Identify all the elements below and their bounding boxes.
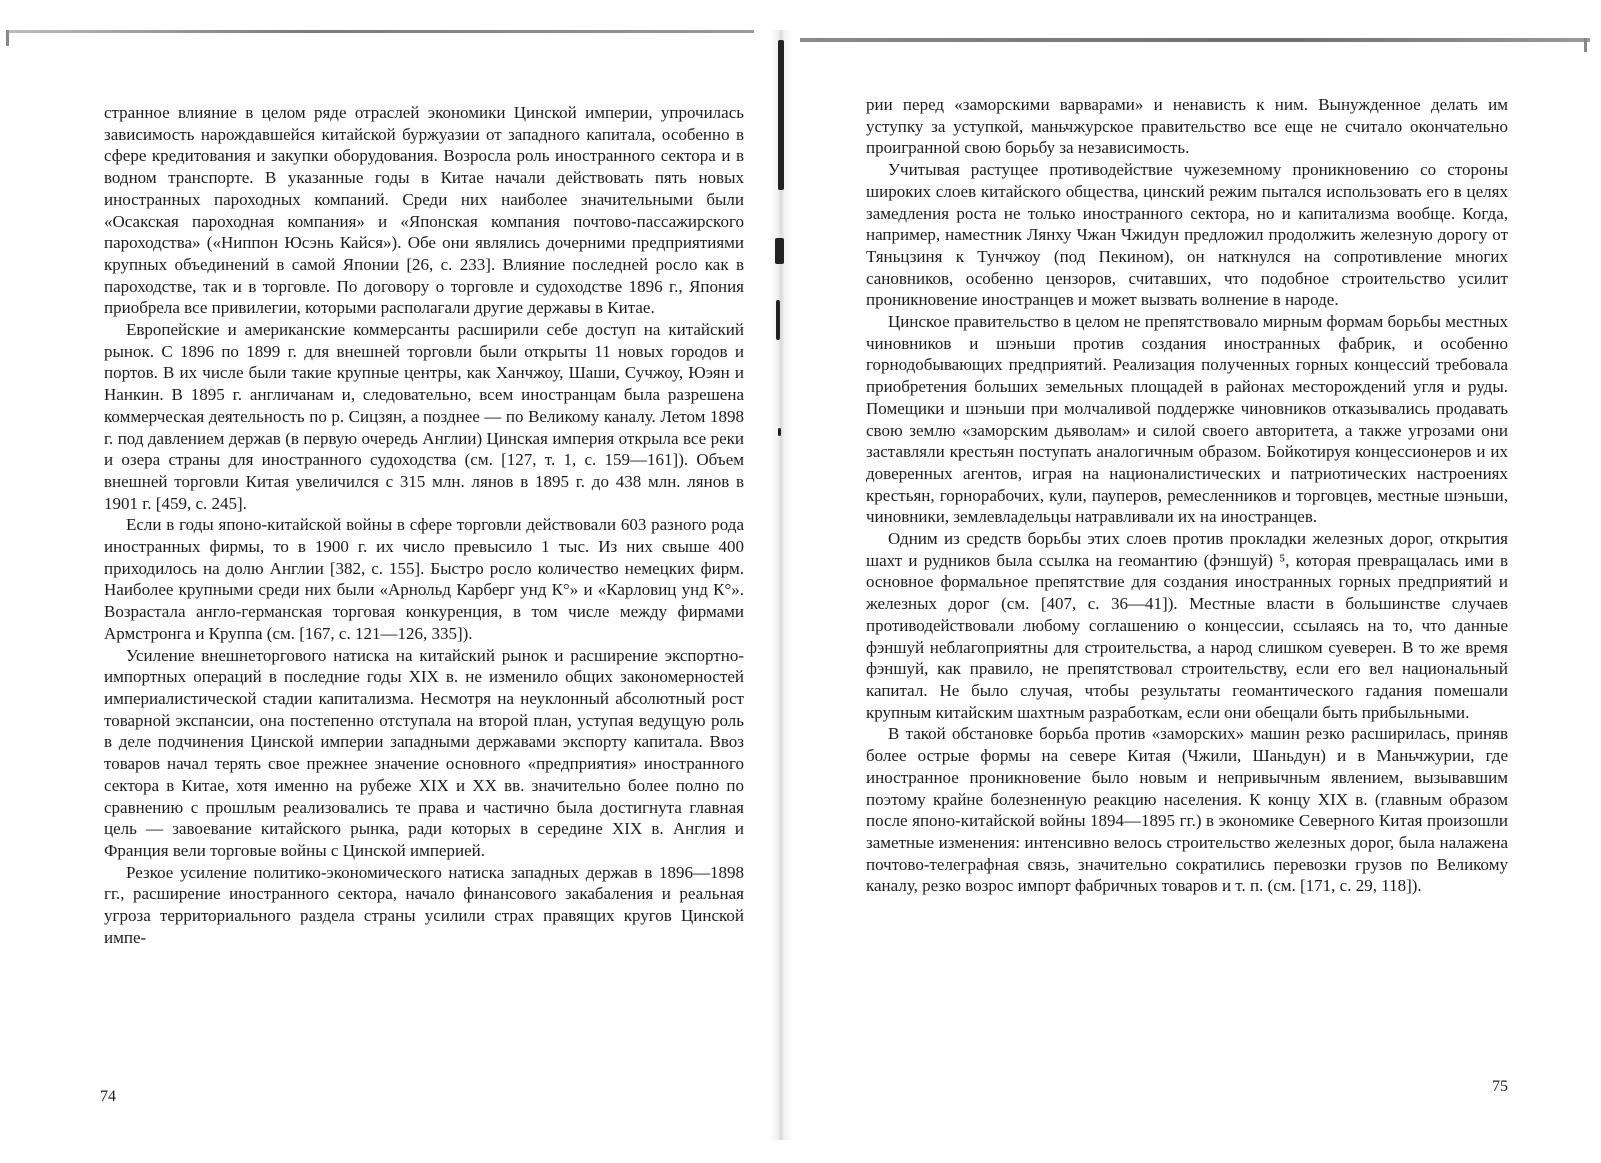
- gutter-shadow-mark: [775, 238, 784, 264]
- left-page-top-edge: [6, 30, 754, 33]
- left-paragraph-4: Усиление внешнеторгового натиска на китайский рынок и расширение экспортно-импортных операций в последние годы XIX в. не изменило общих закономерностей империалистической стадии капитализма. Несмотря на неуклонный абсолютный рост товарной экспансии, она постепенно отступала на второй план, уступая ведущую роль в деле подчинения Цинской империи западными державами экспорту капитала. Ввоз товаров начал терять свое прежнее значение основного «предприятия» иностранного сектора в Китае, хотя именно на рубеже XIX и XX вв. значительно более полно по сравнению с прошлым реализовались те права и частично была достигнута главная цель — завоевание китайского рынка, ради которых в середине XIX в. Англия и Франция вели торговые войны с Цинской империей.: [104, 645, 744, 860]
- right-paragraph-5: В такой обстановке борьба против «заморских» машин резко расширилась, приняв более острые формы на севере Китая (Чжили, Шаньдун) и в Маньчжурии, где иностранное проникновение было новым и непривычным явлением, вызывавшим поэтому крайне болезненную реакцию населения. К концу XIX в. (главным образом после японо-китайской войны 1894—1895 гг.) в экономике Северного Китая произошли заметные изменения: интенсивно велось строительство железных дорог, была налажена почтово-телеграфная связь, значительно сократились перевозки грузов по Великому каналу, резко возрос импорт фабричных товаров и т. п. (см. [171, с. 29, 118]).: [866, 724, 1508, 896]
- gutter-shadow-mark: [778, 40, 784, 190]
- left-paragraph-1: странное влияние в целом ряде отраслей экономики Цинской империи, упрочилась зависимость нарождавшейся китайской буржуазии от западного капитала, особенно в сфере кредитования и закупки оборудования. Возросла роль иностранного сектора и в водном транспорте. В указанные годы в Китае начали действовать пять новых иностранных пароходных компаний. Среди них наиболее значительными были «Осакская пароходная компания» и «Японская компания почтово-пассажирского пароходства» («Ниппон Юсэнь Кайся»). Обе они являлись дочерними предприятиями крупных объединений в самой Японии [26, с. 233]. Влияние последней росло как в пароходстве, так и в торговле. По договору о торговле и судоходстве 1896 г., Япония приобрела все привилегии, которыми располагали другие державы в Китае.: [104, 103, 744, 318]
- gutter-shadow-mark: [776, 300, 780, 340]
- right-paragraph-2: Учитывая растущее противодействие чужеземному проникновению со стороны широких слоев китайского общества, цинский режим пытался использовать его в целях замедления роста не только иностранного сектора, но и капитализма вообще. Когда, например, наместник Лянху Чжан Чжидун предложил продолжить железную дорогу от Тяньцзиня к Тунчжоу (под Пекином), он наткнулся на сопротивление многих сановников, особенно цензоров, считавших, что подобное строительство усилит проникновение иностранцев и может вызвать волнение в народе.: [866, 160, 1508, 310]
- right-page-corner-mark: [1584, 38, 1587, 52]
- left-paragraph-2: Европейские и американские коммерсанты расширили себе доступ на китайский рынок. С 1896 по 1899 г. для внешней торговли были открыты 11 новых городов и портов. В их числе были такие крупные центры, как Ханчжоу, Шаши, Сучжоу, Юэян и Нанкин. В 1895 г. англичанам и, следовательно, всем иностранцам была разрешена коммерческая деятельность по р. Сицзян, а позднее — по Великому каналу. Летом 1898 г. под давлением держав (в первую очередь Англии) Цинская империя открыла все реки и озера страны для иностранного судоходства (см. [127, т. 1, с. 159—161]). Объем внешней торговли Китая увеличился с 315 млн. лянов в 1895 г. до 438 млн. лянов в 1901 г. [459, с. 245].: [104, 320, 744, 513]
- left-page-number: 74: [100, 1088, 116, 1105]
- right-paragraph-4: Одним из средств борьбы этих слоев против прокладки железных дорог, открытия шахт и рудников была ссылка на геомантию (фэншуй) ⁵, которая превращалась ими в основное формальное препятствие для создания иностранных горных предприятий и железных дорог (см. [407, с. 36—41]). Местные власти в большинстве случаев противодействовали любому соглашению о концессии, ссылаясь на то, что данные фэншуй неблагоприятны для строительства, а народ слишком суеверен. В то же время фэншуй, как правило, не препятствовал строительству, если его вел национальный капитал. Не было случая, чтобы результаты геомантического гадания помешали крупным китайским шахтным разработкам, если они обещали быть прибыльными.: [866, 529, 1508, 722]
- left-paragraph-3: Если в годы японо-китайской войны в сфере торговли действовали 603 разного рода иностранных фирмы, то в 1900 г. их число превысило 1 тыс. Из них свыше 400 приходилось на долю Англии [382, с. 155]. Быстро росло количество немецких фирм. Наиболее крупными среди них были «Арнольд Карберг унд К°» и «Карловиц унд К°». Возрастала англо-германская торговая конкуренция, в том числе между фирмами Армстронга и Круппа (см. [167, с. 121—126, 335]).: [104, 515, 744, 643]
- right-page-text: [866, 94, 1508, 897]
- gutter-shadow-mark: [778, 428, 781, 436]
- right-paragraph-3: Цинское правительство в целом не препятствовало мирным формам борьбы местных чиновников и шэньши против создания иностранных фабрик, и особенно горнодобывающих предприятий. Реализация полученных горных концессий требовала приобретения больших земельных площадей в районах месторождений угля и руды. Помещики и шэньши при молчаливой поддержке чиновников отказывались продавать свою землю «заморским дьяволам» и силой своего авторитета, а также угрозами они заставляли крестьян поступать аналогичным образом. Бойкотируя концессионеров и их доверенных агентов, играя на националистических и патриотических настроениях крестьян, горнорабочих, кули, пауперов, ремесленников и торговцев, местные шэньши, чиновники, землевладельцы натравливали их на иностранцев.: [866, 312, 1508, 527]
- left-page-corner-mark: [6, 30, 9, 46]
- right-page-top-edge: [800, 38, 1590, 42]
- book-gutter: [770, 30, 792, 1140]
- left-paragraph-5: Резкое усиление политико-экономического натиска западных держав в 1896—1898 гг., расширение иностранного сектора, начало финансового закабаления и реальная угроза территориального раздела страны усилили страх правящих кругов Цинской импе-: [104, 862, 744, 947]
- right-paragraph-1: рии перед «заморскими варварами» и ненависть к ним. Вынужденное делать им уступку за уступкой, маньчжурское правительство все еще не считало окончательно проигранной свою борьбу за независимость.: [866, 95, 1508, 158]
- right-page-number: 75: [1492, 1078, 1508, 1095]
- left-page-text: [104, 102, 744, 948]
